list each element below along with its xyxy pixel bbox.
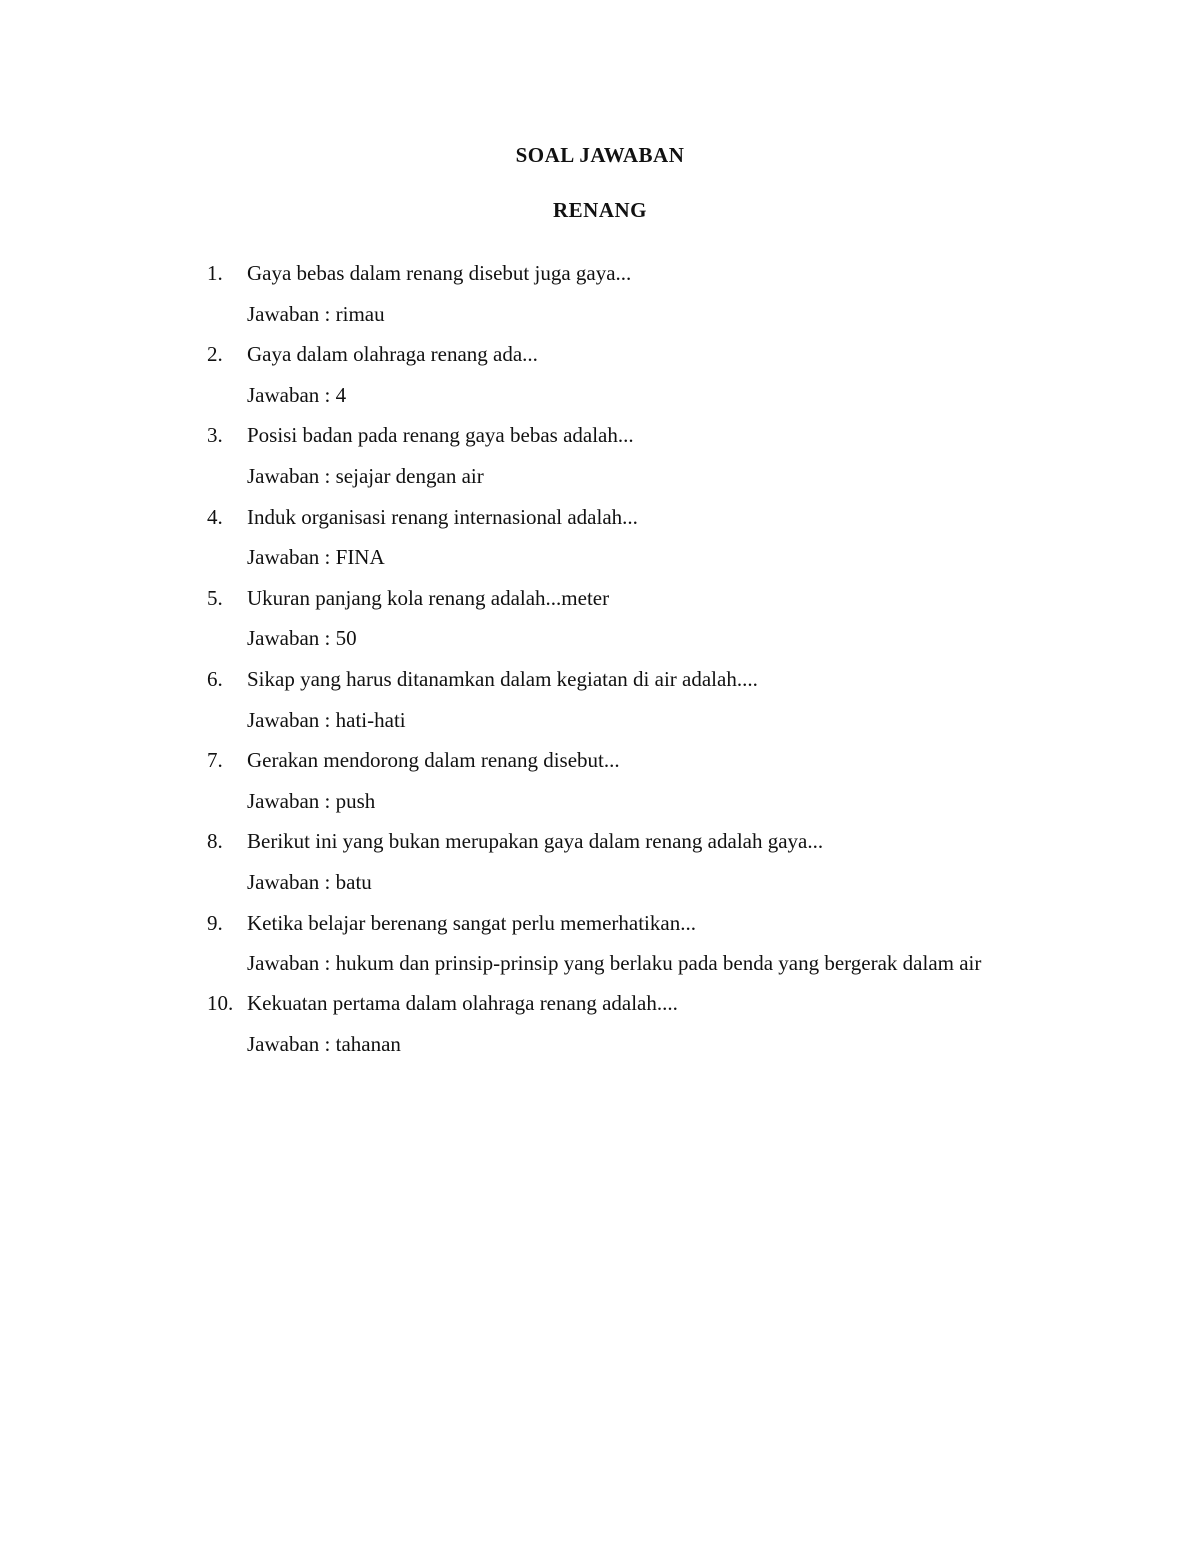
question-item — [207, 659, 1067, 740]
question-number: 7. — [207, 748, 223, 773]
question-item — [207, 578, 1067, 659]
question-text: Gerakan mendorong dalam renang disebut... — [247, 748, 620, 773]
question-line — [207, 578, 1067, 619]
question-line — [207, 659, 1067, 700]
answer-text: Jawaban : rimau — [247, 301, 385, 326]
question-number: 6. — [207, 666, 223, 691]
question-number: 1. — [207, 261, 223, 285]
question-item — [207, 334, 1067, 415]
question-item — [207, 821, 1067, 902]
question-text: Gaya dalam olahraga renang ada... — [247, 342, 538, 367]
question-item — [207, 983, 1067, 1064]
question-text: Kekuatan pertama dalam olahraga renang adalah.... — [247, 991, 678, 1016]
question-text: Ukuran panjang kola renang adalah...meter — [247, 585, 610, 610]
question-list — [207, 253, 1067, 1064]
answer-text: Jawaban : hukum dan prinsip-prinsip yang berlaku pada benda yang bergerak dalam air — [247, 951, 982, 976]
answer-text: Jawaban : 50 — [247, 626, 357, 651]
question-line — [207, 334, 1067, 375]
question-number: 5. — [207, 585, 223, 610]
question-item — [207, 415, 1067, 496]
document-subtitle: RENANG — [552, 198, 647, 222]
question-number: 4. — [207, 504, 223, 529]
question-line — [207, 983, 1067, 1024]
answer-text: Jawaban : hati-hati — [247, 707, 406, 732]
answer-text: Jawaban : push — [247, 788, 376, 813]
question-text: Gaya bebas dalam renang disebut juga gaya... — [247, 261, 632, 285]
question-text: Berikut ini yang bukan merupakan gaya dalam renang adalah gaya... — [247, 829, 824, 854]
answer-text: Jawaban : FINA — [247, 545, 385, 570]
question-text: Sikap yang harus ditanamkan dalam kegiatan di air adalah.... — [247, 666, 758, 691]
document-title: SOAL JAWABAN — [515, 143, 685, 167]
question-number: 9. — [207, 910, 223, 935]
answer-text: Jawaban : batu — [247, 869, 372, 894]
question-item — [207, 740, 1067, 821]
question-text: Posisi badan pada renang gaya bebas adalah... — [247, 423, 634, 448]
question-text: Ketika belajar berenang sangat perlu memerhatikan... — [247, 910, 696, 935]
question-item — [207, 253, 1067, 334]
question-line — [207, 497, 1067, 538]
question-line — [207, 253, 1067, 294]
question-number: 3. — [207, 423, 223, 448]
question-item — [207, 903, 1067, 984]
question-number: 2. — [207, 342, 223, 367]
answer-text: Jawaban : tahanan — [247, 1031, 401, 1056]
question-line — [207, 821, 1067, 862]
question-line — [207, 415, 1067, 456]
question-text: Induk organisasi renang internasional adalah... — [247, 504, 638, 529]
question-line — [207, 903, 1067, 944]
question-line — [207, 740, 1067, 781]
question-number: 10. — [207, 991, 234, 1016]
question-number: 8. — [207, 829, 223, 854]
answer-text: Jawaban : sejajar dengan air — [247, 463, 484, 488]
question-item — [207, 497, 1067, 578]
answer-text: Jawaban : 4 — [247, 382, 347, 407]
